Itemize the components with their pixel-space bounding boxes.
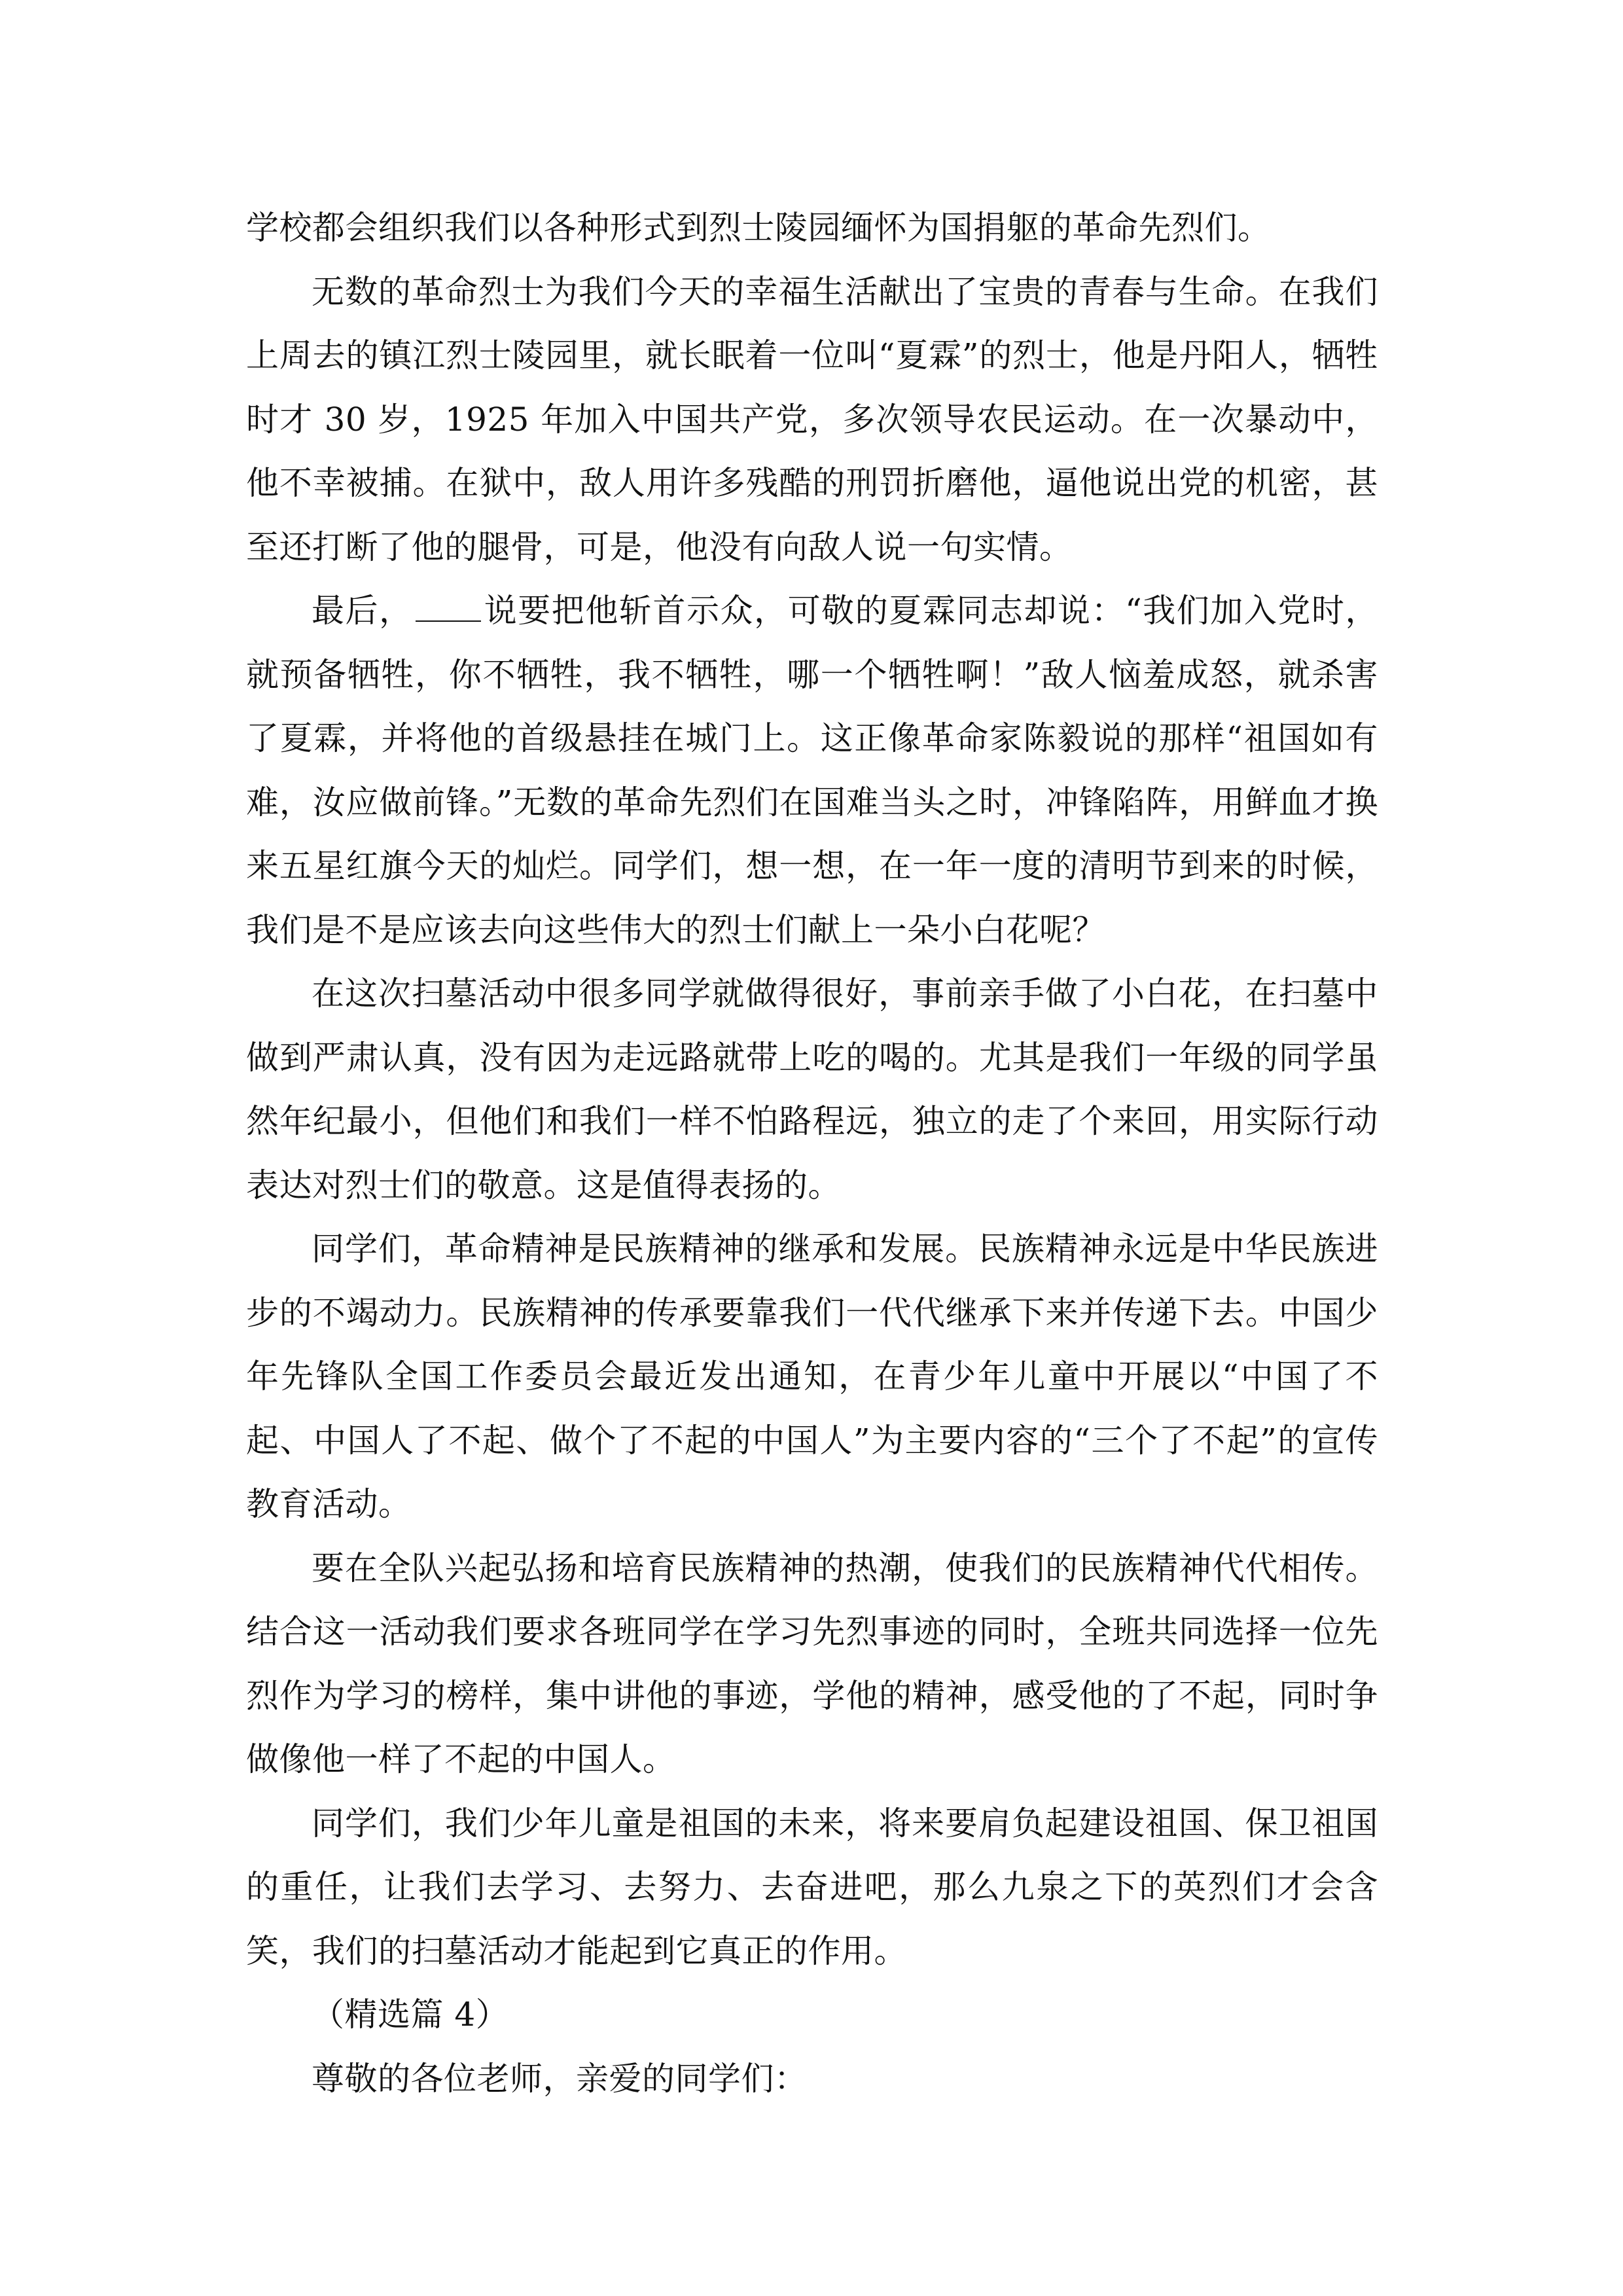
paragraph-continuation: 学校都会组织我们以各种形式到烈士陵园缅怀为国捐躯的革命先烈们。 [246,209,1271,247]
fill-in-blank [416,591,481,622]
paragraph-last-words-lead: 最后， [312,592,413,630]
paragraph-closing: 同学们，我们少年儿童是祖国的未来，将来要肩负起建设祖国、保卫祖国的重任，让我们去学习、去努力、去奋进吧，那么九泉之下的英烈们才会含笑，我们的扫墓活动才能起到它真正的作用。 [246,1804,1378,1970]
document-body [246,196,1378,2111]
paragraph-class-role-model: 要在全队兴起弘扬和培育民族精神的热潮，使我们的民族精神代代相传。结合这一活动我们要求各班同学在学习先烈事迹的同时，全班共同选择一位先烈作为学习的榜样，集中讲他的事迹，学他的精神，感受他的了不起，同时争做像他一样了不起的中国人。 [246,1549,1378,1778]
paragraph-last-words-rest: 说要把他斩首示众，可敬的夏霖同志却说：“我们加入党时，就预备牺牲，你不牺牲，我不牺牲，哪一个牺牲啊！”敌人恼羞成怒，就杀害了夏霖，并将他的首级悬挂在城门上。这正像革命家陈毅说的那样“祖国如有难，汝应做前锋。”无数的革命先烈们在国难当头之时，冲锋陷阵，用鲜血才换来五星红旗今天的灿烂。同学们，想一想，在一年一度的清明节到来的时候，我们是不是应该去向这些伟大的烈士们献上一朵小白花呢？ [246,592,1379,949]
salutation: 尊敬的各位老师，亲爱的同学们： [312,2059,808,2098]
paragraph-tomb-sweeping-activity: 在这次扫墓活动中很多同学就做得很好，事前亲手做了小白花，在扫墓中做到严肃认真，没有因为走远路就带上吃的喝的。尤其是我们一年级的同学虽然年纪最小，但他们和我们一样不怕路程远，独立的走了个来回，用实际行动表达对烈士们的敬意。这是值得表扬的。 [246,975,1378,1204]
paragraph-last-words [246,579,1378,962]
paragraph-national-spirit: 同学们，革命精神是民族精神的继承和发展。民族精神永远是中华民族进步的不竭动力。民族精神的传承要靠我们一代代继承下来并传递下去。中国少年先锋队全国工作委员会最近发出通知，在青少年儿童中开展以“中国了不起、中国人了不起、做个了不起的中国人”为主要内容的“三个了不起”的宣传教育活动。 [246,1230,1378,1523]
paragraph-xia-lin-story: 无数的革命烈士为我们今天的幸福生活献出了宝贵的青春与生命。在我们上周去的镇江烈士陵园里，就长眠着一位叫“夏霖”的烈士，他是丹阳人，牺牲时才 30 岁，1925 年加入中国共产党，多次领导农民运动。在一次暴动中，他不幸被捕。在狱中，敌人用许多残酷的刑罚折磨他，逼他说出党的机密，甚至还打断了他的腿骨，可是，他没有向敌人说一句实情。 [246,272,1378,566]
section-heading: （精选篇 4） [312,1996,509,2034]
